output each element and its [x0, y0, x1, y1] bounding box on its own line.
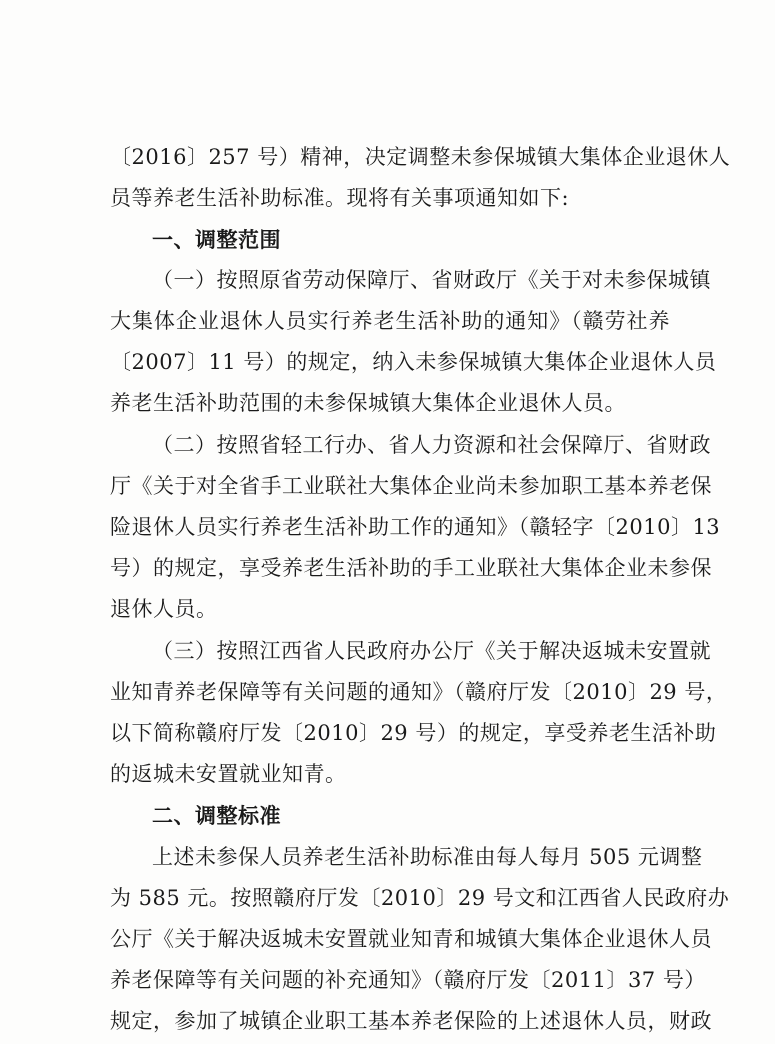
text-line: （二）按照省轻工行办、省人力资源和社会保障厅、省财政 — [152, 433, 711, 457]
text-line: （一）按照原省劳动保障厅、省财政厅《关于对未参保城镇 — [152, 268, 711, 292]
text-line: 号）的规定，享受养老生活补助的手工业联社大集体企业未参保 — [110, 556, 712, 580]
text-line: 险退休人员实行养老生活补助工作的通知》（赣轻字〔2010〕13 — [110, 515, 721, 539]
text-line: 员等养老生活补助标准。现将有关事项通知如下: — [110, 186, 570, 210]
section-heading: 一、调整范围 — [152, 228, 281, 252]
text-line: 规定，参加了城镇企业职工基本养老保险的上述退休人员，财政 — [110, 1009, 712, 1033]
text-line: 大集体企业退休人员实行养老生活补助的通知》（赣劳社养 — [110, 309, 670, 333]
text-line: 〔2016〕257 号）精神，决定调整未参保城镇大集体企业退休人 — [110, 145, 731, 169]
text-line: （三）按照江西省人民政府办公厅《关于解决返城未安置就 — [152, 639, 711, 663]
text-line: 的返城未安置就业知青。 — [110, 762, 347, 786]
text-line: 退休人员。 — [110, 597, 218, 621]
text-line: 养老保障等有关问题的补充通知》（赣府厅发〔2011〕37 号） — [110, 968, 706, 992]
section-heading: 二、调整标准 — [152, 804, 281, 828]
text-line: 以下简称赣府厅发〔2010〕29 号）的规定，享受养老生活补助 — [110, 721, 717, 745]
text-line: 上述未参保人员养老生活补助标准由每人每月 505 元调整 — [152, 845, 703, 869]
text-line: 厅《关于对全省手工业联社大集体企业尚未参加职工基本养老保 — [110, 474, 712, 498]
text-line: 〔2007〕11 号）的规定，纳入未参保城镇大集体企业退休人员 — [110, 350, 717, 374]
text-line: 养老生活补助范围的未参保城镇大集体企业退休人员。 — [110, 391, 626, 415]
text-line: 业知青养老保障等有关问题的通知》（赣府厅发〔2010〕29 号， — [110, 680, 728, 704]
text-line: 公厅《关于解决返城未安置就业知青和城镇大集体企业退休人员 — [110, 927, 712, 951]
text-line: 为 585 元。按照赣府厅发〔2010〕29 号文和江西省人民政府办 — [110, 886, 730, 910]
